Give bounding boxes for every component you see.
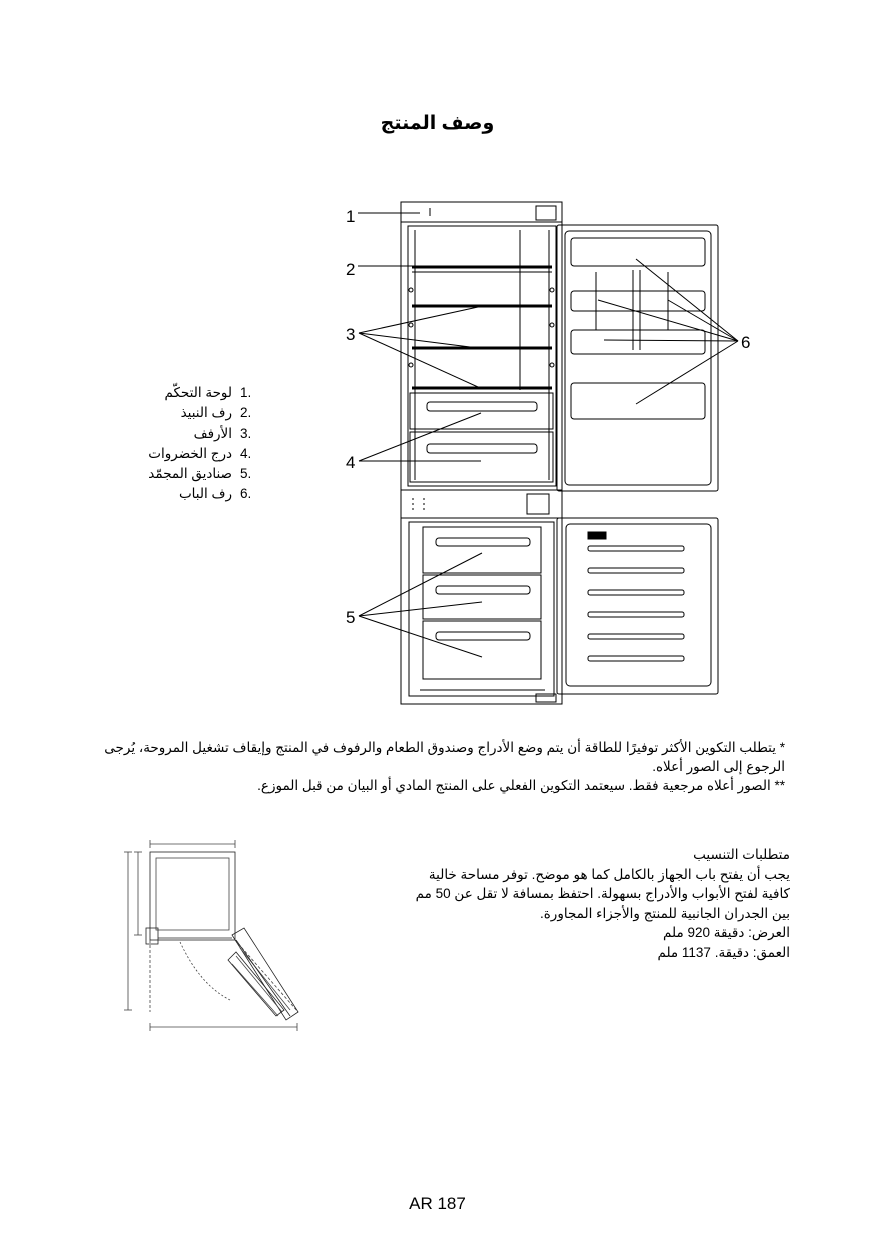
callout-2: 2 [346, 260, 356, 279]
legend-number: 3. [240, 425, 252, 441]
installation-depth: العمق: دقيقة. 1137 ملم [657, 944, 790, 960]
legend-label: لوحة التحكّم [164, 385, 232, 400]
installation-width: العرض: دقيقة 920 ملم [663, 925, 790, 940]
installation-line-3: بين الجدران الجانبية للمنتج والأجزاء المجاورة. [539, 905, 790, 921]
legend-number: 6. [240, 486, 252, 502]
legend-label: رف الباب [178, 486, 232, 502]
legend-label: صناديق المجمّد [148, 466, 232, 482]
callout-3: 3 [346, 325, 356, 344]
note-reference: ** الصور أعلاه مرجعية فقط. سيعتمد التكوين الفعلي على المنتج المادي أو البيان من قبل الموزع. [257, 778, 785, 793]
page-title: وصف المنتج [380, 113, 495, 134]
legend-number: 4. [240, 445, 252, 461]
callout-4: 4 [346, 453, 356, 472]
note-energy: * يتطلب التكوين الأكثر توفيرًا للطاقة أن يتم وضع الأدراج وصندوق الطعام والرفوف في المنتج وإيقاف تشغيل المروحة، يُرجى الرجوع إلى الصور أعلاه. [104, 740, 785, 774]
legend-number: 2. [240, 405, 252, 421]
callout-6: 6 [741, 333, 751, 352]
installation-requirements [380, 845, 790, 962]
legend-number: 1. [240, 385, 252, 400]
page-number: AR 187 [409, 1194, 466, 1213]
installation-line-2: كافية لفتح الأبواب والأدراج بسهولة. احتفظ بمسافة لا تقل عن 50 مم [415, 886, 790, 901]
legend-label: رف النبيذ [180, 405, 232, 421]
installation-line-1: يجب أن يفتح باب الجهاز بالكامل كما هو موضح. توفر مساحة خالية [428, 866, 790, 882]
legend-label: الأرفف [193, 425, 232, 441]
legend-label: درج الخضروات [148, 445, 232, 461]
callout-5: 5 [346, 608, 356, 627]
legend-number: 5. [240, 466, 252, 482]
installation-heading: متطلبات التنسيب [693, 847, 790, 862]
callout-1: 1 [346, 207, 356, 226]
